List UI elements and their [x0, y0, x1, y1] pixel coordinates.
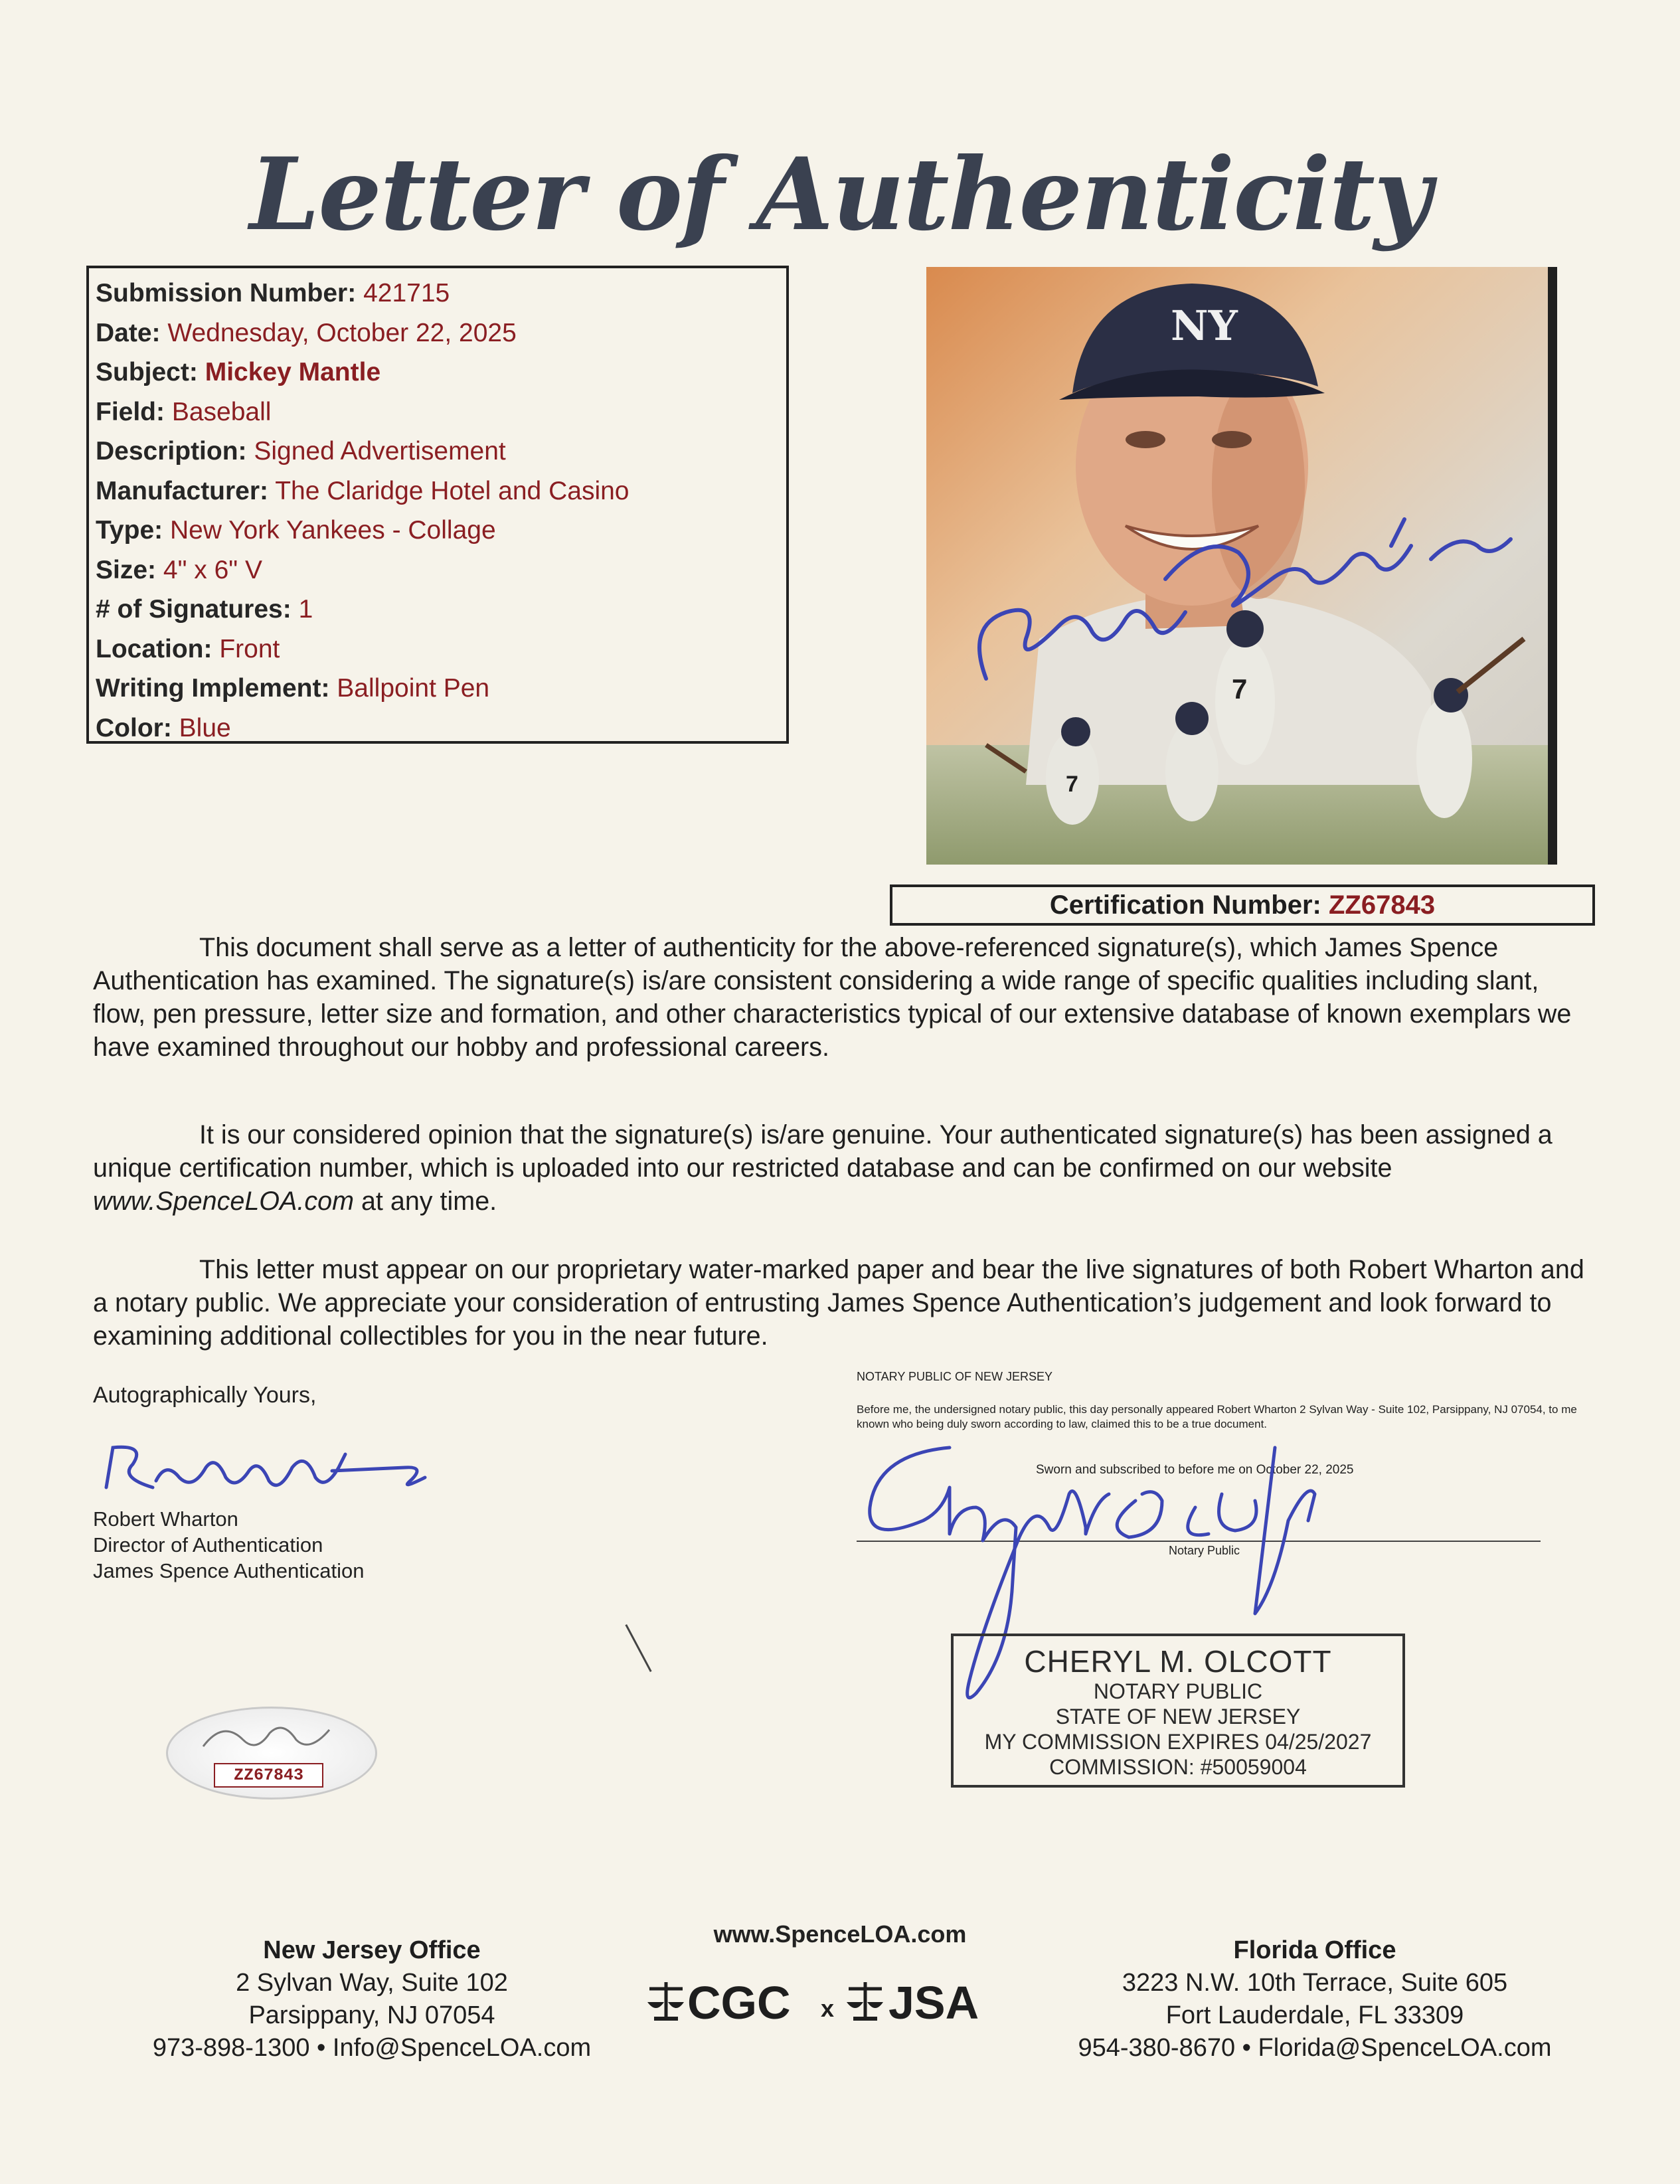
paragraph-1	[93, 931, 1594, 1064]
detail-value: 1	[298, 595, 313, 624]
detail-label: # of Signatures:	[96, 595, 292, 624]
certification-label: Certification Number:	[1049, 890, 1321, 920]
fl-office-address-1: 3223 N.W. 10th Terrace, Suite 605	[1122, 1969, 1508, 1997]
wharton-signature	[93, 1441, 438, 1501]
scale-icon	[647, 1982, 684, 2019]
notary-heading: NOTARY PUBLIC OF NEW JERSEY	[857, 1370, 1053, 1383]
stamp-line-2: NOTARY PUBLIC	[1093, 1679, 1263, 1703]
detail-value: 421715	[363, 279, 450, 307]
nj-office	[120, 1934, 624, 2064]
stray-pen-mark	[625, 1624, 651, 1672]
detail-row	[96, 392, 786, 432]
footer-website[interactable]: www.SpenceLOA.com	[713, 1920, 967, 1948]
cgc-wordmark: CGC	[687, 1977, 791, 2029]
cgc-jsa-logo	[644, 1969, 1043, 2029]
eye-left	[1126, 431, 1165, 448]
svg-text:7: 7	[1232, 673, 1248, 705]
logo-separator: x	[821, 1995, 835, 2022]
stamp-line-5: COMMISSION: #50059004	[1049, 1755, 1307, 1779]
detail-row	[96, 432, 786, 471]
detail-value: Mickey Mantle	[205, 358, 381, 386]
signer-company: James Spence Authentication	[93, 1559, 365, 1582]
scale-icon	[847, 1982, 883, 2019]
eye-right	[1212, 431, 1252, 448]
fl-office-contact[interactable]: 954-380-8670 • Florida@SpenceLOA.com	[1078, 2034, 1552, 2062]
detail-value: Signed Advertisement	[254, 437, 506, 465]
fl-office-heading: Florida Office	[1233, 1936, 1396, 1964]
notary-sworn-date: Sworn and subscribed to before me on October 22, 2025	[1036, 1463, 1354, 1477]
paragraph-3-text: This letter must appear on our proprietary water-marked paper and bear the live signatures of both Robert Wharton and a notary public. We appreciate your consideration of entrusting James Spence Authentication’s judgement and look forward to examining additional collectibles for you in the near future.	[93, 1255, 1584, 1351]
detail-value: Ballpoint Pen	[337, 674, 490, 703]
detail-value: 4" x 6" V	[163, 555, 262, 584]
detail-value: Blue	[179, 713, 231, 742]
signer-name: Robert Wharton	[93, 1507, 238, 1531]
detail-label: Manufacturer:	[96, 476, 269, 505]
nj-office-heading: New Jersey Office	[263, 1936, 481, 1964]
hologram-number: ZZ67843	[214, 1763, 323, 1788]
detail-label: Field:	[96, 397, 165, 426]
hologram-signature	[197, 1713, 343, 1760]
detail-label: Date:	[96, 318, 161, 347]
certification-box	[890, 884, 1595, 926]
paragraph-2-text: It is our considered opinion that the signature(s) is/are genuine. Your authenticated signature(s) has been assigned a unique certification number, which is uploaded into our restricted database and can be confirmed on our website	[93, 1120, 1553, 1183]
detail-row	[96, 353, 786, 392]
detail-label: Description:	[96, 437, 247, 465]
detail-row	[96, 313, 786, 353]
paragraph-1-text: This document shall serve as a letter of authenticity for the above-referenced signature(s), which James Spence Authentication has examined. The signature(s) is/are consistent considering a wide range of specific qualities including slant, flow, pen pressure, letter size and formation, and other characteristics typical of our extensive database of known exemplars we have examined throughout our hobby and professional careers.	[93, 933, 1572, 1062]
nj-office-contact[interactable]: 973-898-1300 • Info@SpenceLOA.com	[152, 2034, 592, 2062]
detail-label: Subject:	[96, 358, 198, 386]
detail-label: Writing Implement:	[96, 674, 330, 703]
detail-row	[96, 471, 786, 511]
detail-label: Color:	[96, 713, 172, 742]
nj-office-address-2: Parsippany, NJ 07054	[248, 2001, 495, 2029]
photo-right-edge	[1548, 267, 1557, 865]
notary-statement: Before me, the undersigned notary public, this day personally appeared Robert Wharton 2 Sylvan Way - Suite 102, Parsippany, NJ 07054, to me known who being duly sworn according to law, claimed this to be a true document.	[857, 1403, 1577, 1430]
item-photo	[926, 267, 1557, 865]
paragraph-2-end: at any time.	[353, 1187, 497, 1216]
svg-text:7: 7	[1066, 772, 1078, 797]
closing-salutation: Autographically Yours,	[93, 1383, 317, 1408]
stamp-name: CHERYL M. OLCOTT	[1024, 1644, 1332, 1679]
paragraph-2	[93, 1118, 1594, 1218]
paragraph-3	[93, 1253, 1594, 1353]
detail-label: Submission Number:	[96, 279, 357, 307]
detail-value: Baseball	[171, 397, 272, 426]
stamp-line-4: MY COMMISSION EXPIRES 04/25/2027	[984, 1730, 1372, 1754]
fl-office	[1036, 1934, 1594, 2064]
stamp-line-3: STATE OF NEW JERSEY	[1055, 1705, 1301, 1728]
detail-row	[96, 709, 786, 748]
detail-label: Location:	[96, 634, 212, 663]
nj-office-address-1: 2 Sylvan Way, Suite 102	[236, 1969, 508, 1997]
website-link[interactable]: www.SpenceLOA.com	[93, 1187, 354, 1216]
detail-value: New York Yankees - Collage	[169, 516, 496, 545]
detail-value: Front	[219, 634, 280, 663]
notary-label: Notary Public	[1169, 1544, 1240, 1557]
cap-logo: NY	[1171, 301, 1238, 350]
face-shadow	[1212, 373, 1305, 599]
detail-label: Size:	[96, 555, 157, 584]
detail-row	[96, 590, 786, 630]
detail-row	[96, 669, 786, 709]
certification-number: ZZ67843	[1328, 890, 1436, 920]
detail-row	[96, 511, 786, 550]
notary-stamp	[951, 1634, 1405, 1788]
signer-title: Director of Authentication	[93, 1533, 323, 1556]
detail-row	[96, 274, 786, 313]
detail-row	[96, 550, 786, 590]
detail-row	[96, 630, 786, 669]
detail-label: Type:	[96, 516, 163, 545]
detail-value: The Claridge Hotel and Casino	[275, 476, 630, 505]
details-box	[86, 266, 789, 744]
fl-office-address-2: Fort Lauderdale, FL 33309	[1165, 2001, 1464, 2029]
detail-value: Wednesday, October 22, 2025	[167, 318, 517, 347]
signer-block	[93, 1506, 364, 1584]
jsa-wordmark: JSA	[888, 1977, 979, 2029]
document-title: Letter of Authenticity	[249, 136, 1431, 253]
